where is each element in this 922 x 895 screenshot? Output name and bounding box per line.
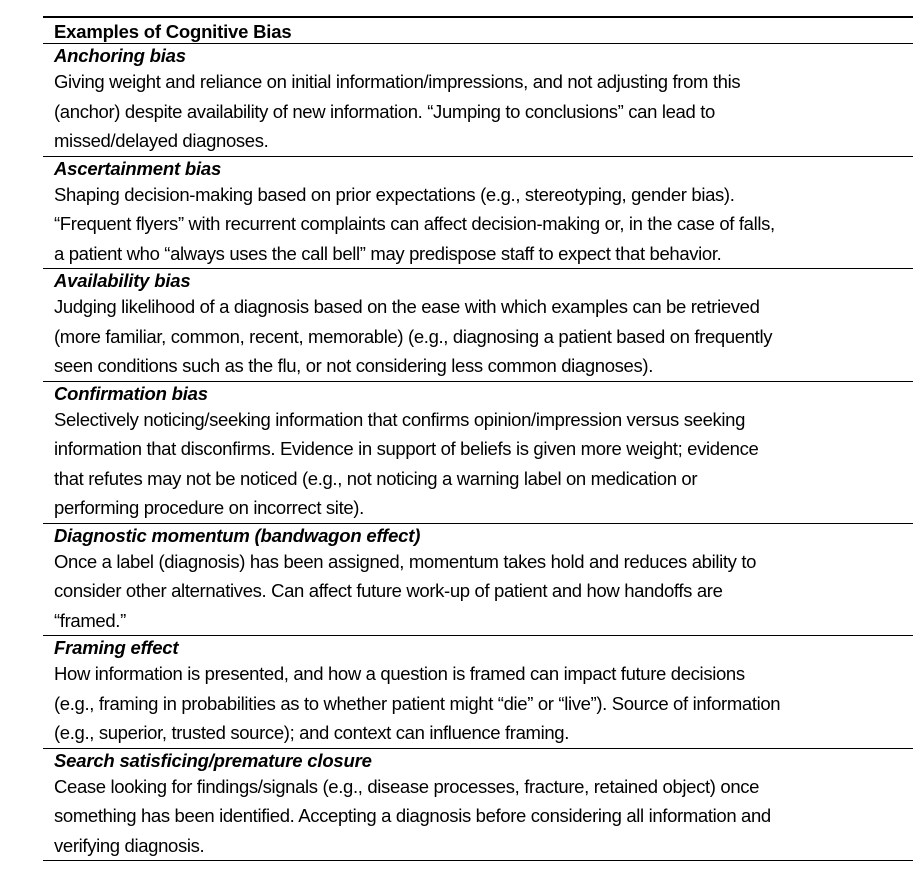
bias-name: Ascertainment bias [54,157,222,179]
bias-description: Giving weight and reliance on initial information/impressions, and not adjusting from this (anchor) despite availability of new information. “Jumping to conclusions” can lead to missed/delayed diagnoses. [54,71,741,151]
bias-description: Shaping decision-making based on prior expectations (e.g., stereotyping, gender bias). “Frequent flyers” with recurrent complaints can affect decision-making or, in the case of falls, a patient who “always uses the call bell” may predispose staff to expect that behavior. [54,183,775,264]
cognitive-bias-table [43,16,913,861]
bias-name: Search satisficing/premature closure [54,749,372,771]
table-row-anchoring-bias [43,44,913,157]
table-row-search-satisficing [43,749,913,862]
bias-name: Framing effect [54,637,179,658]
bias-description: Selectively noticing/seeking information that confirms opinion/impression versus seeking information that disconfirms. Evidence in support of beliefs is given more weight; evidence that refutes may not be noticed (e.g., not noticing a warning label on medication or performing procedure on incorrect site). [54,408,759,518]
table-row-confirmation-bias [43,382,913,524]
bias-description: Cease looking for findings/signals (e.g., disease processes, fracture, retained object) once something has been identified. Accepting a diagnosis before considering all information and verifying diagnosis. [54,775,771,856]
table-row-availability-bias [43,269,913,382]
bias-description: Judging likelihood of a diagnosis based on the ease with which examples can be retrieved (more familiar, common, recent, memorable) (e.g., diagnosing a patient based on frequently seen conditions such as the flu, or not considering less common diagnoses). [54,296,773,376]
table-row-framing-effect [43,636,913,749]
bias-name: Diagnostic momentum (bandwagon effect) [54,524,421,546]
bias-name: Confirmation bias [54,382,208,404]
table-row-ascertainment-bias [43,157,913,270]
bias-description: How information is presented, and how a question is framed can impact future decisions (e.g., framing in probabilities as to whether patient might “die” or “live”). Source of information (e.g., superior, trusted source); and context can influence framing. [54,663,781,743]
table-header [43,16,913,44]
bias-name: Availability bias [54,270,191,291]
table-title: Examples of Cognitive Bias [54,21,292,42]
table-row-diagnostic-momentum [43,524,913,637]
bias-description: Once a label (diagnosis) has been assigned, momentum takes hold and reduces ability to consider other alternatives. Can affect future work-up of patient and how handoffs are “framed.” [54,550,757,631]
bias-name: Anchoring bias [54,45,186,66]
